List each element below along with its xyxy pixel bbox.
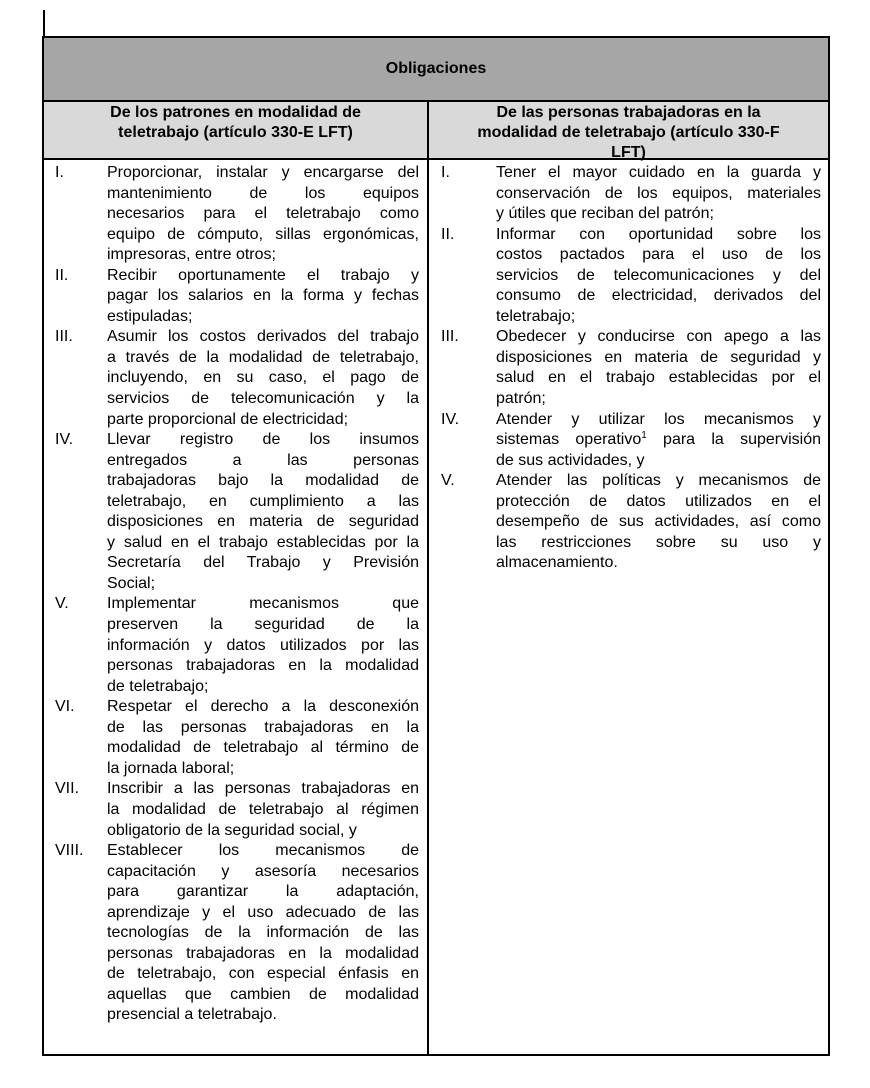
- column-header-line: De los patrones en modalidad de: [110, 104, 361, 121]
- text-line: teletrabajo, en cumplimiento a las: [107, 492, 419, 510]
- text-cursor-line: [43, 10, 45, 38]
- item-numeral: III.: [55, 328, 73, 346]
- text-line: conservación de los equipos, materiales: [496, 184, 821, 202]
- item-text: [107, 430, 419, 594]
- text-line: tecnologías de la información de las: [107, 924, 419, 942]
- item-numeral: VIII.: [55, 842, 84, 860]
- text-line: estipuladas;: [107, 307, 193, 325]
- text-line: Respetar el derecho a la desconexión: [107, 698, 419, 716]
- column-header-line: teletrabajo (artículo 330-E LFT): [118, 124, 353, 141]
- text-line: Recibir oportunamente el trabajo y: [107, 266, 419, 284]
- text-line: modalidad de teletrabajo al término de: [107, 739, 419, 757]
- text-line: entregados a las personas: [107, 451, 419, 469]
- table-title: Obligaciones: [44, 38, 828, 102]
- text-line: información y datos utilizados por las: [107, 636, 419, 654]
- item-text: [107, 266, 419, 328]
- text-line: Proporcionar, instalar y encargarse del: [107, 164, 419, 181]
- item-numeral: VII.: [55, 780, 80, 798]
- text-line: Inscribir a las personas trabajadoras en: [107, 780, 419, 798]
- list-item: [55, 841, 419, 1026]
- text-line: personas trabajadoras en la modalidad: [107, 944, 419, 962]
- item-text: [107, 697, 419, 779]
- text-line: Tener el mayor cuidado en la guarda y: [496, 164, 821, 181]
- text-fragment: sistemas operativo: [496, 431, 642, 449]
- text-line: disposiciones en materia de seguridad y: [496, 348, 821, 366]
- text-line: a través de la modalidad de teletrabajo,: [107, 348, 419, 366]
- text-line: la modalidad de teletrabajo al régimen: [107, 800, 419, 818]
- item-text: [107, 779, 419, 841]
- text-line: desempeño de sus actividades, así como: [496, 513, 821, 531]
- text-line: y útiles que reciban del patrón;: [496, 205, 714, 223]
- text-line: trabajadoras bajo la modalidad de: [107, 472, 419, 490]
- item-numeral: V.: [55, 595, 69, 613]
- text-line: Atender y utilizar los mecanismos y: [496, 410, 821, 428]
- list-item: [441, 471, 821, 574]
- item-numeral: V.: [441, 472, 455, 490]
- text-line: disposiciones en materia de seguridad: [107, 513, 419, 531]
- list-item: [441, 327, 821, 409]
- item-numeral: I.: [55, 164, 64, 181]
- text-line: Implementar mecanismos que: [107, 595, 419, 613]
- column-header-employers: [44, 102, 427, 160]
- column-header-line: De las personas trabajadoras en la: [496, 104, 761, 121]
- item-text: [496, 410, 821, 472]
- item-numeral: II.: [55, 266, 69, 284]
- text-line: de las personas trabajadoras en la: [107, 718, 419, 736]
- text-line: las restricciones sobre su uso y: [496, 533, 821, 551]
- text-line: aprendizaje y el uso adecuado de las: [107, 903, 419, 921]
- item-numeral: II.: [441, 225, 455, 243]
- text-line: aquellas que cambien de modalidad: [107, 985, 419, 1003]
- text-line: Atender las políticas y mecanismos de: [496, 472, 821, 490]
- column-header-line: LFT): [611, 144, 646, 161]
- text-line: preserven la seguridad de la: [107, 616, 419, 634]
- text-line: obligatorio de la seguridad social, y: [107, 821, 357, 839]
- text-line: personas trabajadoras en la modalidad: [107, 657, 419, 675]
- text-line: y salud en el trabajo establecidas por la: [107, 533, 419, 551]
- item-text: [496, 163, 821, 225]
- footnote-marker[interactable]: 1: [641, 430, 647, 442]
- item-numeral: I.: [441, 164, 450, 181]
- item-numeral: VI.: [55, 698, 75, 716]
- text-line: Secretaría del Trabajo y Previsión: [107, 554, 419, 572]
- list-item: [55, 327, 419, 430]
- item-text: [107, 594, 419, 697]
- text-line: parte proporcional de electricidad;: [107, 410, 349, 428]
- text-line: la jornada laboral;: [107, 759, 235, 777]
- item-text: [107, 163, 419, 266]
- list-item: [55, 697, 419, 779]
- text-line: servicios de telecomunicación y la: [107, 390, 419, 408]
- item-text: [496, 225, 821, 328]
- obligations-table: [42, 36, 830, 1056]
- text-line: consumo de electricidad, derivados del: [496, 287, 821, 305]
- text-line: Establecer los mecanismos de: [107, 842, 419, 860]
- item-text: [107, 327, 419, 430]
- text-line: equipo de cómputo, sillas ergonómicas,: [107, 225, 419, 243]
- text-line: impresoras, entre otros;: [107, 246, 276, 264]
- text-line: Llevar registro de los insumos: [107, 431, 419, 449]
- list-item: [441, 163, 821, 225]
- text-line: de teletrabajo, con especial énfasis en: [107, 965, 419, 983]
- list-item: [55, 779, 419, 841]
- item-numeral: IV.: [441, 410, 460, 428]
- item-text: [496, 471, 821, 574]
- worker-obligations-list: [441, 163, 821, 574]
- text-line: incluyendo, en su caso, el pago de: [107, 369, 419, 387]
- text-line: costos pactados para el uso de los: [496, 246, 821, 264]
- column-header-workers: [429, 102, 828, 160]
- text-line: servicios de telecomunicaciones y del: [496, 266, 821, 284]
- text-fragment: para la supervisión: [646, 431, 821, 449]
- list-item: [55, 266, 419, 328]
- list-item: [55, 594, 419, 697]
- text-line: salud en el trabajo establecidas por el: [496, 369, 821, 387]
- text-line: Obedecer y conducirse con apego a las: [496, 328, 821, 346]
- text-line: Asumir los costos derivados del trabajo: [107, 328, 419, 346]
- text-line: para garantizar la adaptación,: [107, 883, 419, 901]
- list-item: [55, 430, 419, 594]
- text-line: teletrabajo;: [496, 307, 576, 325]
- text-line: capacitación y asesoría necesarios: [107, 862, 419, 880]
- employer-obligations-list: [55, 163, 419, 1026]
- text-line: de sus actividades, y: [496, 451, 645, 469]
- text-line: de teletrabajo;: [107, 677, 209, 695]
- item-text: [496, 327, 821, 409]
- text-line-with-footnote: [496, 430, 821, 451]
- text-line: protección de datos utilizados en el: [496, 492, 821, 510]
- text-line: pagar los salarios en la forma y fechas: [107, 287, 419, 305]
- list-item: [441, 225, 821, 328]
- item-numeral: IV.: [55, 431, 74, 449]
- item-text: [107, 841, 419, 1026]
- text-line: patrón;: [496, 390, 546, 408]
- column-header-line: modalidad de teletrabajo (artículo 330-F: [477, 124, 780, 141]
- text-line: mantenimiento de los equipos: [107, 184, 419, 202]
- text-line: Social;: [107, 574, 156, 592]
- list-item: [55, 163, 419, 266]
- text-line: Informar con oportunidad sobre los: [496, 225, 821, 243]
- item-numeral: III.: [441, 328, 459, 346]
- column-divider: [427, 102, 429, 1054]
- list-item: [441, 410, 821, 472]
- text-line: almacenamiento.: [496, 554, 618, 572]
- text-line: necesarios para el teletrabajo como: [107, 205, 419, 223]
- text-line: presencial a teletrabajo.: [107, 1006, 277, 1024]
